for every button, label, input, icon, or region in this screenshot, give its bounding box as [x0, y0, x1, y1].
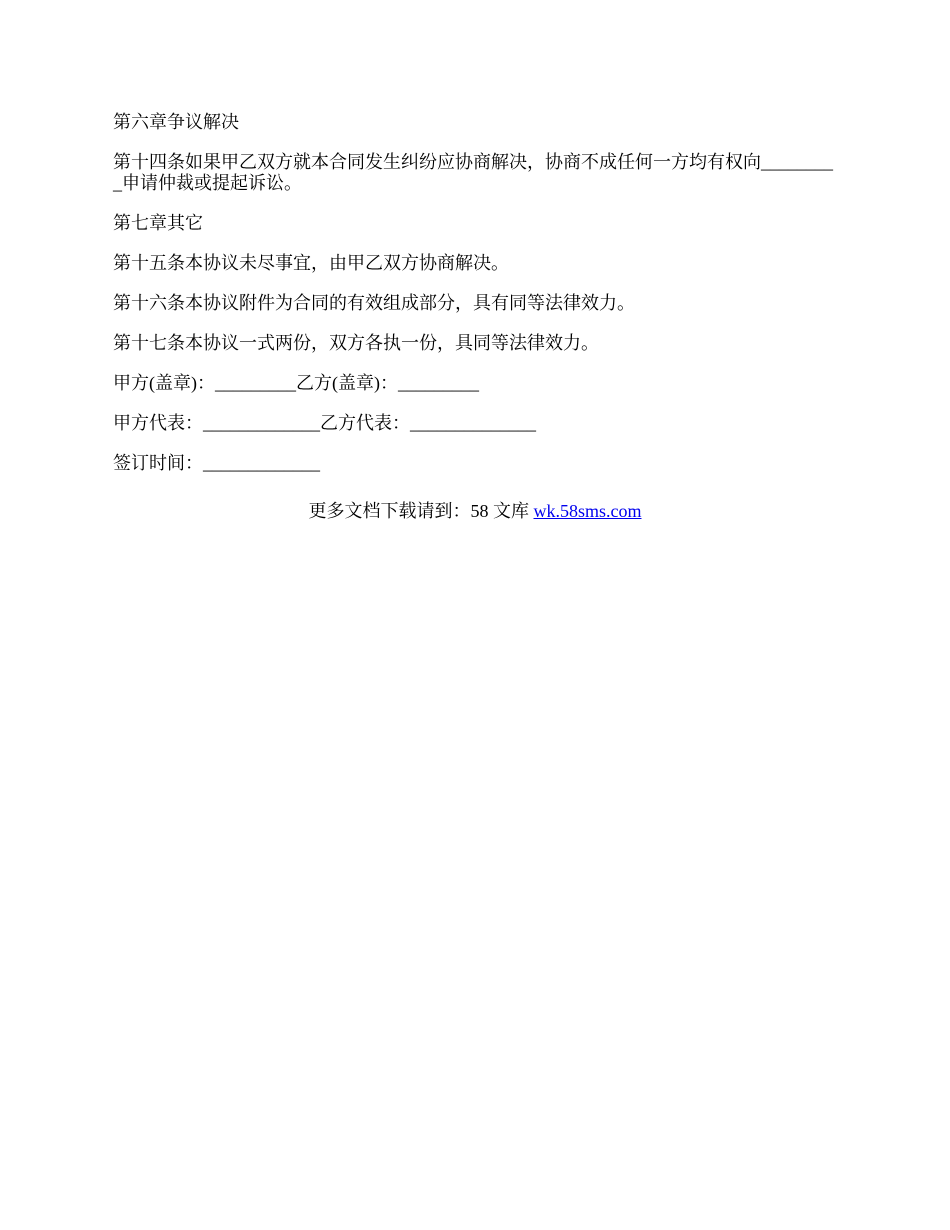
article-14: 第十四条如果甲乙双方就本合同发生纠纷应协商解决，协商不成任何一方均有权向_________申请仲裁或提起诉讼。 [113, 152, 833, 193]
article-17: 第十七条本协议一式两份，双方各执一份，具同等法律效力。 [113, 333, 599, 353]
chapter-6-heading: 第六章争议解决 [113, 112, 239, 132]
footer-site-link[interactable]: wk.58sms.com [533, 501, 642, 521]
representative-signature-line: 甲方代表：_____________乙方代表：______________ [113, 413, 536, 433]
document-body [113, 112, 840, 493]
article-16: 第十六条本协议附件为合同的有效组成部分，具有同等法律效力。 [113, 293, 635, 313]
article-15: 第十五条本协议未尽事宜，由甲乙双方协商解决。 [113, 253, 509, 273]
signing-date-line: 签订时间：_____________ [113, 453, 320, 473]
seal-signature-line: 甲方(盖章)：_________乙方(盖章)：_________ [113, 373, 479, 393]
download-footer [0, 501, 950, 522]
chapter-7-heading: 第七章其它 [113, 213, 203, 233]
footer-prefix-text: 更多文档下载请到：58 文库 [308, 501, 534, 521]
